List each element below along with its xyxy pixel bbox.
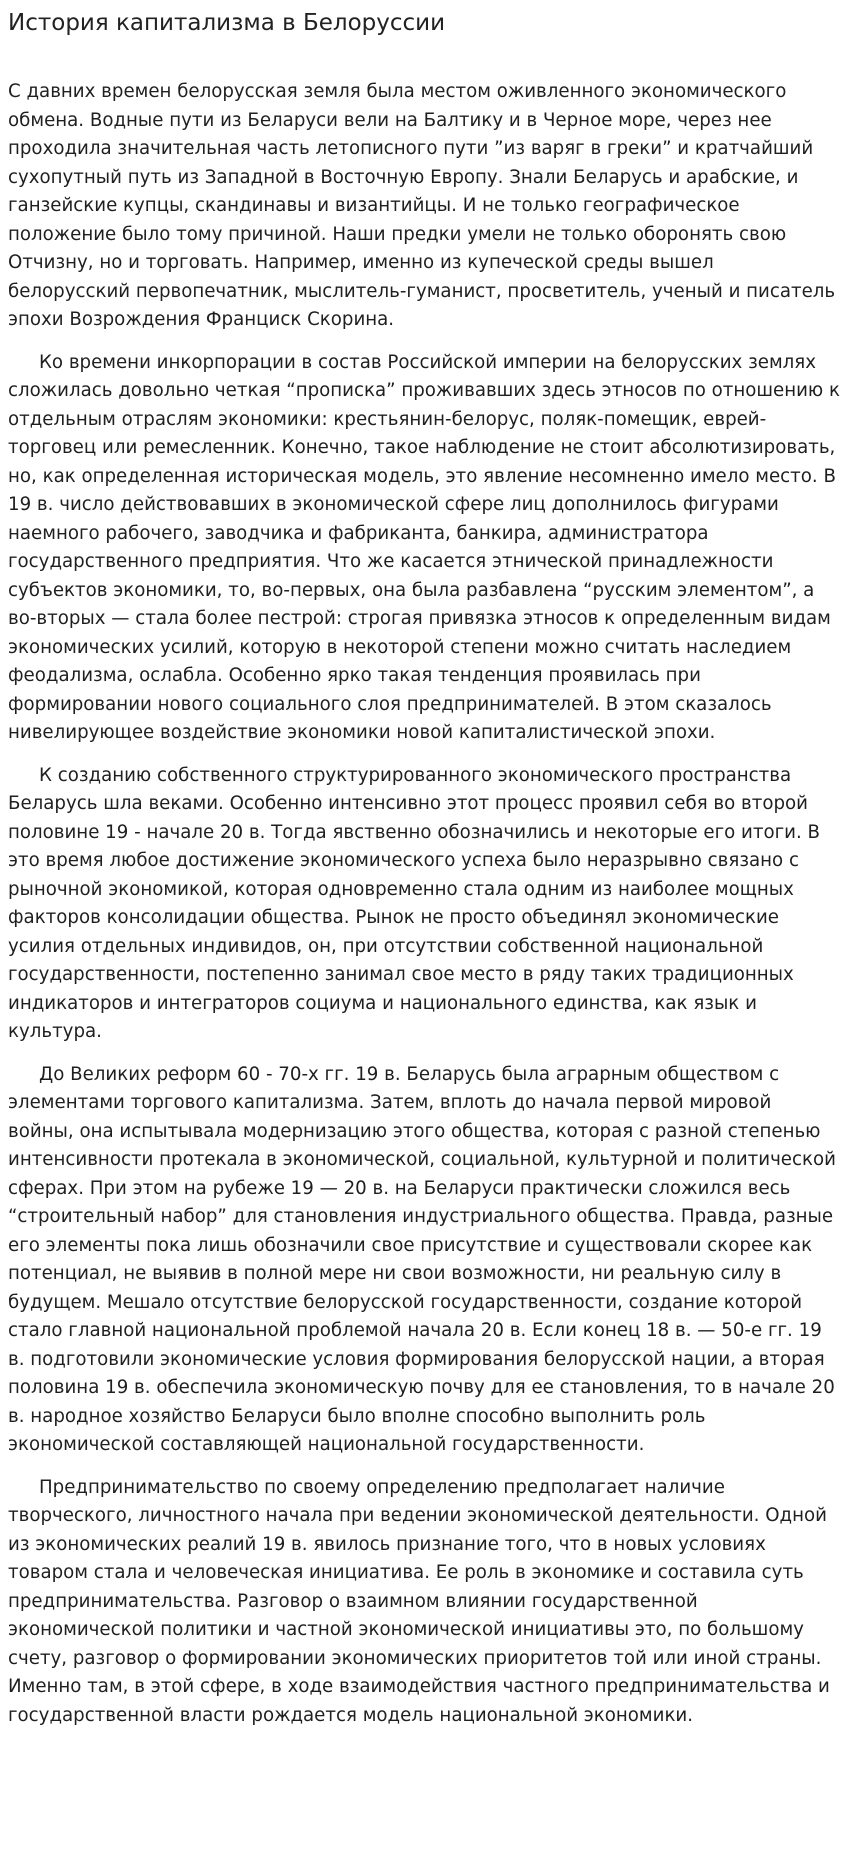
article-title: История капитализма в Белоруссии [8, 10, 446, 36]
paragraph-2: Ко времени инкорпорации в состав Российской империи на белорусских землях сложилась довольно четкая “прописка” проживавших здесь этносов по отношению к отдельным отраслям экономики: крестьянин-белорус, поляк-помещик, еврей-торговец или ремесленник. Конечно, такое наблюдение не стоит абсолютизировать, но, как определенная историческая модель, это явление несомненно имело место. В 19 в. число действовавших в экономической сфере лиц дополнилось фигурами наемного рабочего, заводчика и фабриканта, банкира, администратора государственного предприятия. Что же касается этнической принадлежности субъектов экономики, то, во-первых, она была разбавлена “русским элементом”, а во-вторых — стала более пестрой: строгая привязка этносов к определенным видам экономических усилий, которую в некоторой степени можно считать наследием феодализма, ослабла. Особенно ярко такая тенденция проявилась при формировании нового социального слоя предпринимателей. В этом сказалось нивелирующее воздействие экономики новой капиталистической эпохи. [8, 351, 841, 743]
paragraph-5: Предпринимательство по своему определению предполагает наличие творческого, личностного начала при ведении экономической деятельности. Одной из экономических реалий 19 в. явилось признание того, что в новых условиях товаром стала и человеческая инициатива. Ее роль в экономике и составила суть предпринимательства. Разговор о взаимном влиянии государственной экономической политики и частной экономической инициативы это, по большому счету, разговор о формировании экономических приоритетов той или иной страны. Именно там, в этой сфере, в ходе взаимодействия частного предпринимательства и государственной власти рождается модель национальной экономики. [8, 1476, 830, 1726]
paragraph-4: До Великих реформ 60 - 70-х гг. 19 в. Беларусь была аграрным обществом с элементами торгового капитализма. Затем, вплоть до начала первой мировой войны, она испытывала модернизацию этого общества, которая с разной степенью интенсивности протекала в экономической, социальной, культурной и политической сферах. При этом на рубеже 19 — 20 в. на Беларуси практически сложился весь “строительный набор” для становления индустриального общества. Правда, разные его элементы пока лишь обозначили свое присутствие и существовали скорее как потенциал, не выявив в полной мере ни свои возможности, ни реальную силу в будущем. Мешало отсутствие белорусской государственности, создание которой стало главной национальной проблемой начала 20 в. Если конец 18 в. — 50-е гг. 19 в. подготовили экономические условия формирования белорусской нации, а вторая половина 19 в. обеспечила экономическую почву для ее становления, то в начале 20 в. народное хозяйство Беларуси было вполне способно выполнить роль экономической составляющей национальной государственности. [8, 1063, 836, 1455]
paragraph-3: К созданию собственного структурированного экономического пространства Беларусь шла веками. Особенно интенсивно этот процесс проявил себя во второй половине 19 - начале 20 в. Тогда явственно обозначились и некоторые его итоги. В это время любое достижение экономического успеха было неразрывно связано с рыночной экономикой, которая одновременно стала одним из наиболее мощных факторов консолидации общества. Рынок не просто объединял экономические усилия отдельных индивидов, он, при отсутствии собственной национальной государственности, постепенно занимал свое место в ряду таких традиционных индикаторов и интеграторов социума и национального единства, как язык и культура. [8, 764, 821, 1042]
article-body [8, 78, 841, 1730]
paragraph-1: С давних времен белорусская земля была местом оживленного экономического обмена. Водные пути из Беларуси вели на Балтику и в Черное море, через нее проходила значительная часть летописного пути ”из варяг в греки” и кратчайший сухопутный путь из Западной в Восточную Европу. Знали Беларусь и арабские, и ганзейские купцы, скандинавы и византийцы. И не только географическое положение было тому причиной. Наши предки умели не только оборонять свою Отчизну, но и торговать. Например, именно из купеческой среды вышел белорусский первопечатник, мыслитель-гуманист, просветитель, ученый и писатель эпохи Возрождения Франциск Скорина. [8, 81, 836, 330]
